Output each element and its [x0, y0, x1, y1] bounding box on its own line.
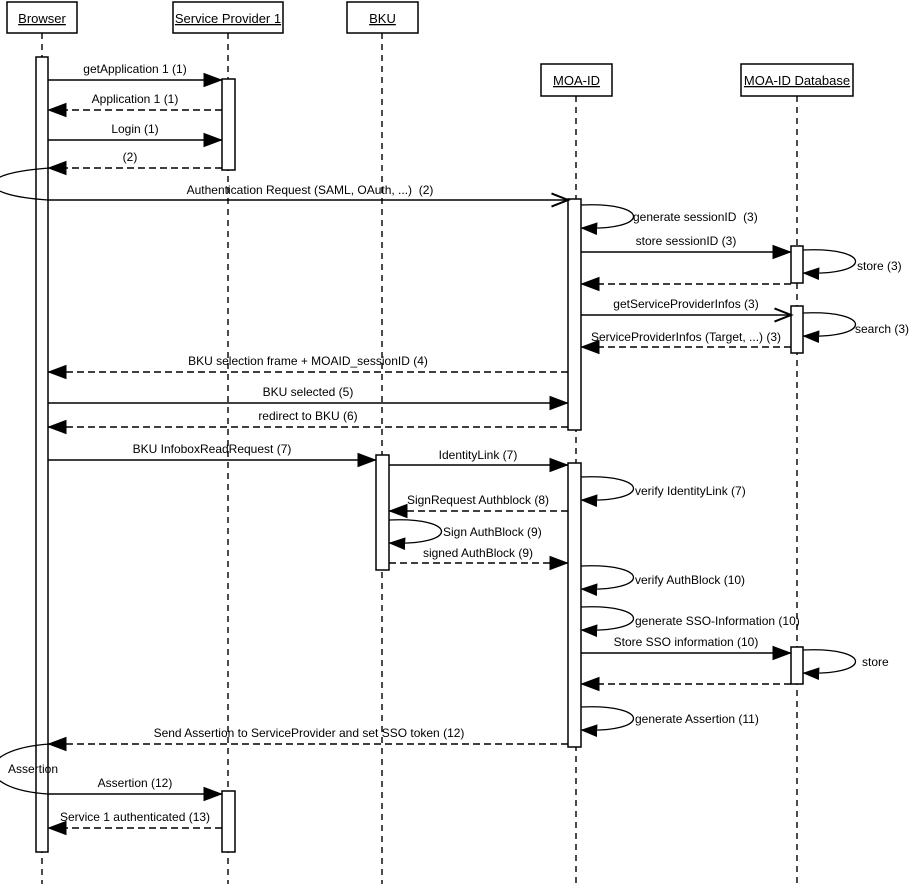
message-label: ServiceProviderInfos (Target, ...) (3): [590, 330, 782, 344]
message: [581, 635, 791, 653]
message: [48, 92, 222, 110]
actor-label-bku: BKU: [369, 11, 396, 26]
self-call: [803, 650, 889, 673]
activation-sp1: [222, 791, 235, 852]
self-call-curve: [803, 650, 856, 673]
self-call-curve: [389, 520, 442, 543]
message-label: Assertion (12): [97, 776, 173, 790]
actor-label-browser: Browser: [18, 11, 66, 26]
message-label: BKU selection frame + MOAID_sessionID (4): [188, 354, 428, 368]
self-call-curve: [581, 566, 634, 589]
self-call-label: verify AuthBlock (10): [635, 573, 746, 587]
activation-db: [791, 306, 803, 353]
self-call: [803, 250, 902, 273]
activation-bku: [376, 455, 389, 570]
browser-loop-label: Assertion: [8, 762, 59, 776]
message-label: signed AuthBlock (9): [422, 546, 534, 560]
actors-layer: [7, 2, 853, 96]
message: [48, 776, 222, 794]
self-call: [581, 707, 759, 730]
message-label: store sessionID (3): [635, 234, 737, 248]
self-call: [581, 205, 758, 228]
message: [48, 62, 222, 80]
message: [48, 385, 568, 403]
message: [48, 442, 376, 460]
activation-sp1: [222, 79, 235, 170]
self-call-curve: [581, 607, 634, 630]
self-call-label: generate Assertion (11): [635, 712, 759, 726]
self-call: [581, 477, 746, 500]
self-call: [581, 607, 800, 630]
message-label: getApplication 1 (1): [83, 62, 187, 76]
message: [581, 234, 791, 252]
activation-browser: [36, 57, 48, 852]
message: [389, 448, 568, 465]
self-call-label: search (3): [855, 322, 910, 336]
message: [389, 493, 568, 511]
self-call: [581, 566, 745, 589]
actor-sp1: [173, 2, 283, 33]
self-call-label: store (3): [857, 259, 902, 273]
self-call: [803, 313, 909, 336]
actor-label-sp1: Service Provider 1: [174, 11, 282, 26]
actor-moaid: [541, 64, 612, 96]
self-call-label: verify IdentityLink (7): [635, 484, 746, 498]
message-label: IdentityLink (7): [438, 448, 518, 462]
message-label: (2): [122, 150, 138, 164]
message-label: getServiceProviderInfos (3): [613, 297, 759, 311]
activation-db: [791, 647, 803, 684]
self-call-label: generate sessionID (3): [633, 210, 758, 224]
actor-label-moaid: MOA-ID: [553, 73, 600, 88]
activation-moaid: [568, 199, 581, 430]
self-calls-layer: [389, 205, 909, 730]
message: [48, 354, 568, 372]
message: [581, 330, 791, 347]
self-call-label: generate SSO-Information (10): [635, 614, 800, 628]
message-label: SignRequest Authblock (8): [406, 493, 550, 507]
self-call: [389, 520, 542, 543]
browser-loop: [0, 744, 58, 794]
message-label: Store SSO information (10): [613, 635, 759, 649]
self-call-curve: [581, 477, 634, 500]
message: [48, 409, 568, 427]
message-label: BKU InfoboxReadRequest (7): [132, 442, 292, 456]
message: [48, 726, 568, 744]
self-call-curve: [803, 313, 856, 336]
message-label: Login (1): [111, 122, 159, 136]
message-label: Authentication Request (SAML, OAuth, ...) (2): [186, 183, 434, 197]
activation-moaid: [568, 463, 581, 747]
message: [581, 297, 791, 315]
message-label: redirect to BKU (6): [258, 409, 358, 423]
message-label: Send Assertion to ServiceProvider and set SSO token (12): [153, 726, 465, 740]
activation-db: [791, 246, 803, 283]
message: [48, 183, 568, 200]
lifelines-layer: [42, 33, 797, 884]
actor-browser: [7, 2, 77, 33]
actor-db: [741, 64, 853, 96]
self-call-curve: [581, 205, 634, 228]
actor-label-db: MOA-ID Database: [743, 73, 851, 88]
self-call-curve: [581, 707, 634, 730]
self-call-label: Sign AuthBlock (9): [443, 525, 542, 539]
message-label: BKU selected (5): [262, 385, 354, 399]
browser-loops-layer: [0, 168, 58, 794]
self-call-curve: [803, 250, 856, 273]
message: [389, 546, 568, 563]
message-label: Service 1 authenticated (13): [59, 810, 211, 824]
message: [48, 150, 222, 168]
message: [48, 810, 222, 828]
message-label: Application 1 (1): [91, 92, 179, 106]
message: [48, 122, 222, 140]
self-call-label: store: [862, 655, 889, 669]
actor-bku: [347, 2, 418, 33]
